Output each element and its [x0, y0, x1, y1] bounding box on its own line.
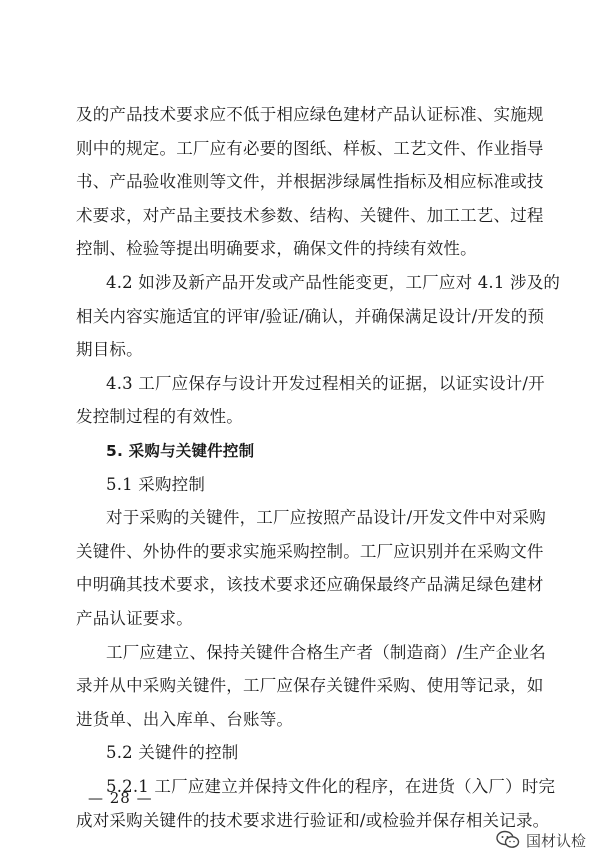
page-number: — 28 —	[88, 789, 153, 807]
paragraph-line: 5.2 关键件的控制	[106, 743, 239, 762]
paragraph-line: 成对采购关键件的技术要求进行验证和/或检验并保存相关记录。	[76, 811, 550, 830]
paragraph-line: 关键件、外协件的要求实施采购控制。工厂应识别并在采购文件	[76, 542, 544, 561]
paragraph-line: 5.2.1 工厂应建立并保持文件化的程序，在进货（入厂）时完	[106, 777, 556, 796]
paragraph-line: 发控制过程的有效性。	[76, 407, 243, 426]
paragraph-line: 中明确其技术要求，该技术要求还应确保最终产品满足绿色建材	[76, 575, 544, 594]
paragraph-line: 期目标。	[76, 340, 143, 359]
paragraph-line: 4.2 如涉及新产品开发或产品性能变更，工厂应对 4.1 涉及的	[106, 273, 561, 292]
paragraph-line: 书、产品验收准则等文件，并根据涉绿属性指标及相应标准或技	[76, 172, 544, 191]
wechat-icon	[496, 830, 520, 850]
paragraph-line: 5.1 采购控制	[106, 475, 206, 494]
paragraph-line: 进货单、出入库单、台账等。	[76, 710, 294, 729]
paragraph-line: 产品认证要求。	[76, 609, 193, 628]
paragraph-line: 控制、检验等提出明确要求，确保文件的持续有效性。	[76, 239, 477, 258]
paragraph-line: 相关内容实施适宜的评审/验证/确认，并确保满足设计/开发的预	[76, 307, 545, 326]
paragraph-line: 工厂应建立、保持关键件合格生产者（制造商）/生产企业名	[106, 643, 546, 662]
section-5-heading: 5. 采购与关键件控制	[106, 442, 255, 460]
paragraph-line: 录并从中采购关键件，工厂应保存关键件采购、使用等记录，如	[76, 676, 544, 695]
paragraph-line: 4.3 工厂应保存与设计开发过程相关的证据，以证实设计/开	[106, 374, 545, 393]
paragraph-line: 术要求，对产品主要技术参数、结构、关键件、加工工艺、过程	[76, 206, 544, 225]
paragraph-line: 对于采购的关键件，工厂应按照产品设计/开发文件中对采购	[106, 508, 546, 527]
watermark	[496, 828, 586, 852]
watermark-text: 国材认检	[526, 831, 587, 850]
paragraph-line: 及的产品技术要求应不低于相应绿色建材产品认证标准、实施规	[76, 105, 544, 124]
paragraph-line: 则中的规定。工厂应有必要的图纸、样板、工艺文件、作业指导	[76, 139, 544, 158]
